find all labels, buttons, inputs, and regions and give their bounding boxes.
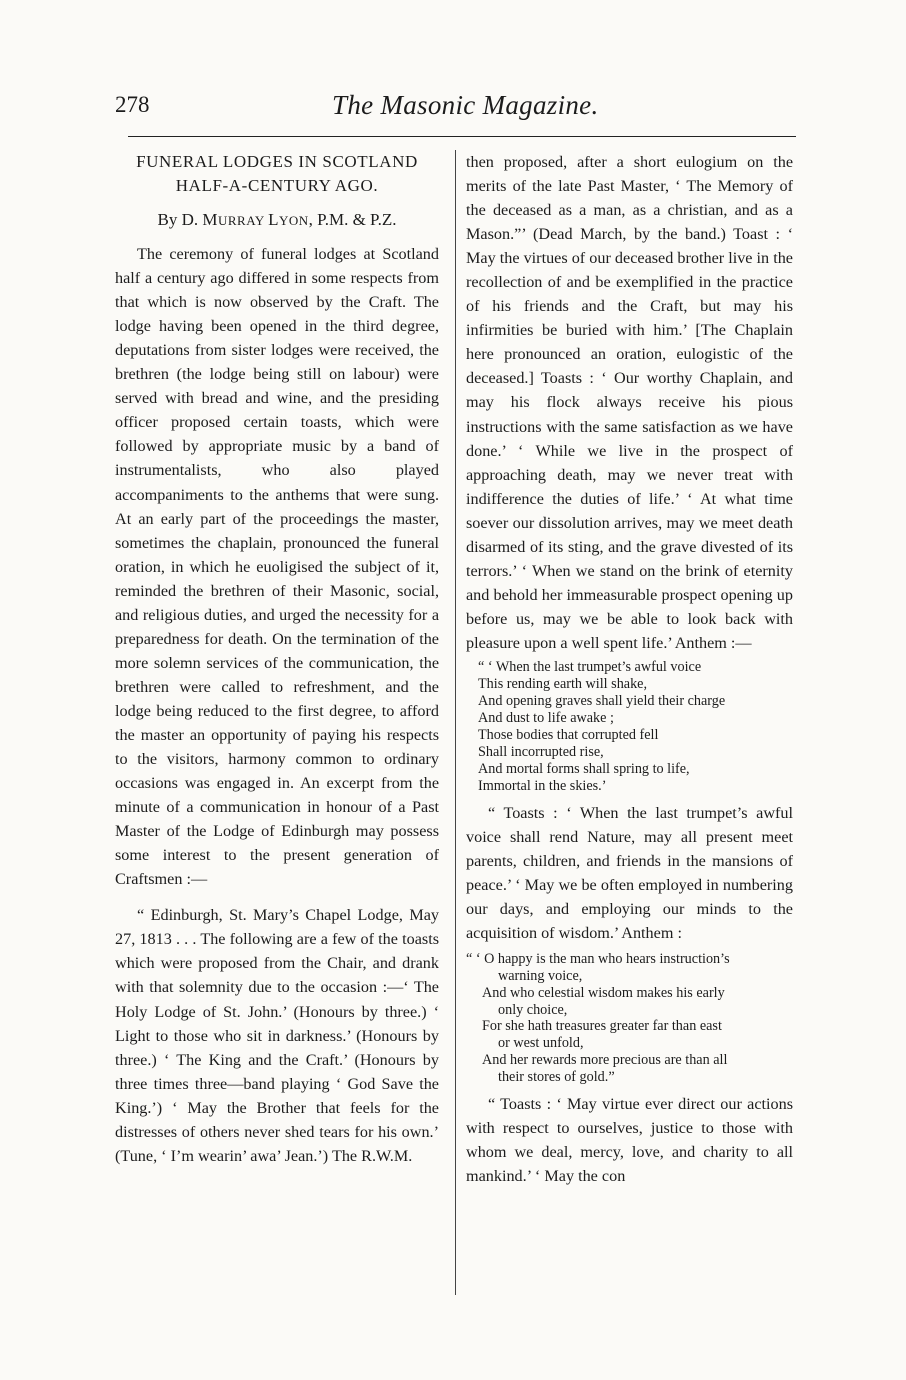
verse-line: only choice,: [498, 1001, 568, 1018]
verse-line: For she hath treasures greater far than east: [482, 1018, 722, 1035]
verse-line: Those bodies that corrupted fell: [478, 726, 659, 743]
running-title: The Masonic Magazine.: [332, 90, 599, 120]
anthem-verse-1: [478, 659, 793, 795]
byline-author: MURRAY LYON: [202, 210, 309, 229]
verse-line: warning voice,: [498, 968, 583, 985]
left-paragraph-1: The ceremony of funeral lodges at Scotland half a century ago differed in some respects from that which is now observed by the Craft. The lodge having been opened in the third degree, deputations from sister lodges were received, the brethren (the lodge being still on labour) were served with bread and wine, and the presiding officer proposed certain toasts, which were followed by appropriate music by a band of instrumentalists, who also played accompaniments to the anthems that were sung. At an early part of the proceedings the master, sometimes the chaplain, pronounced the funeral oration, in which he euoligised the subject of it, reminded the brethren of their Masonic, social, and religious duties, and urged the necessity for a preparedness for death. On the termination of the more solemn services of the communication, the brethren were called to refreshment, and the lodge being reduced to the first degree, to afford the master an opportunity of paying his respects to the visitors, harmony common to ordinary occasions was engaged in. An excerpt from the minute of a communication in honour of a Past Master of the Lodge of Edinburgh may possess some interest to the present generation of Craftsmen :—: [115, 245, 439, 889]
page-header: [0, 0, 906, 140]
verse-line: or west unfold,: [498, 1035, 584, 1052]
byline-suffix: , P.M. & P.Z.: [308, 210, 397, 229]
byline: [115, 208, 439, 233]
verse-line: This rending earth will shake,: [478, 675, 648, 692]
verse-line: Immortal in the skies.’: [478, 777, 607, 794]
byline-prefix: By D.: [157, 210, 203, 229]
article-title-line-1: FUNERAL LODGES IN SCOTLAND: [136, 152, 418, 171]
verse-line: “ ‘ O happy is the man who hears instruction’s: [466, 951, 730, 968]
column-divider: [455, 150, 456, 1295]
verse-line: And who celestial wisdom makes his early: [482, 984, 725, 1001]
left-column: [115, 150, 439, 1168]
page-number: 278: [115, 92, 150, 117]
article-title: [115, 150, 439, 198]
right-paragraph-3: “ Toasts : ‘ May virtue ever direct our actions with respect to ourselves, justice to those with whom we deal, mercy, love, and charity to all mankind.’ ‘ May the con: [466, 1094, 793, 1185]
left-paragraph-2: “ Edinburgh, St. Mary’s Chapel Lodge, May 27, 1813 . . . The following are a few of the toasts which were proposed from the Chair, and drank with that solemnity due to the occasion :—‘ The Holy Lodge of St. John.’ (Honours by three.) ‘ Light to those who sit in darkness.’ (Honours by three.) ‘ The King and the Craft.’ (Honours by three times three—band playing ‘ God Save the King.’) ‘ May the Brother that feels for the distresses of others never shed tears for his own.’ (Tune, ‘ I’m wearin’ awa’ Jean.’) The R.W.M.: [115, 906, 439, 1165]
right-paragraph-2: “ Toasts : ‘ When the last trumpet’s awful voice shall rend Nature, may all present meet parents, children, and friends in the mansions of peace.’ ‘ May we be often employed in numbering our days, and employing our minds to the acquisition of wisdom.’ Anthem :: [466, 803, 793, 943]
anthem-verse-2: [466, 951, 793, 1085]
verse-line: Shall incorrupted rise,: [478, 743, 604, 760]
verse-line: And dust to life awake ;: [478, 709, 614, 726]
verse-line: And opening graves shall yield their charge: [478, 692, 726, 709]
right-column: [466, 150, 793, 1188]
verse-line: And her rewards more precious are than all: [482, 1052, 728, 1069]
verse-line: And mortal forms shall spring to life,: [478, 760, 690, 777]
verse-line: “ ‘ When the last trumpet’s awful voice: [478, 658, 702, 675]
verse-line: their stores of gold.”: [498, 1068, 615, 1085]
header-rule: [128, 136, 796, 137]
article-title-line-2: HALF-A-CENTURY AGO.: [175, 176, 379, 195]
right-paragraph-1: then proposed, after a short eulogium on the merits of the late Past Master, ‘ The Memory of the deceased as a man, as a christian, and as a Mason.”’ (Dead March, by the band.) Toast : ‘ May the virtues of our deceased brother live in the recollection of and be exemplified in the practice of his friends and the Craft, but may his infirmities be buried with him.’ [The Chaplain here pronounced an oration, eulogistic of the deceased.] Toasts : ‘ Our worthy Chaplain, and may his flock always receive his pious instructions with the same satisfaction as we have done.’ ‘ While we live in the prospect of approaching death, may we never treat with indifference the duties of life.’ ‘ At what time soever our dissolution arrives, may we meet death disarmed of its sting, and the grave divested of its terrors.’ ‘ When we stand on the brink of eternity and behold her immeasurable prospect opening up before us, may we be able to look back with pleasure upon a well spent life.’ Anthem :—: [466, 153, 793, 652]
